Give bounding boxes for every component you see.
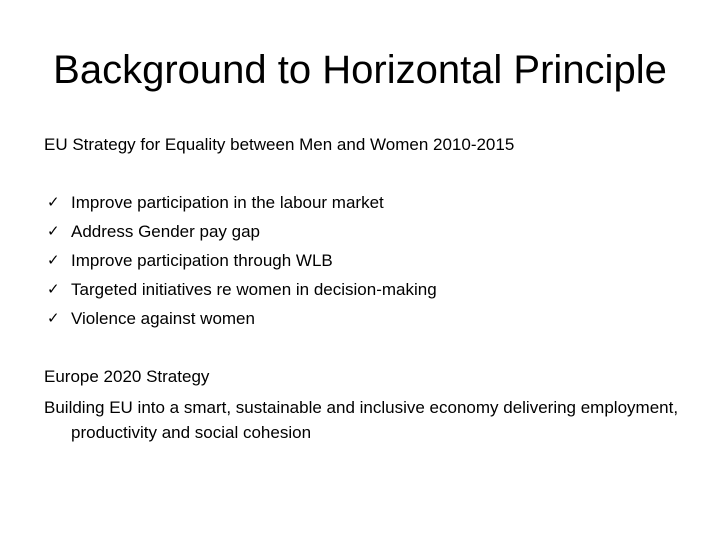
strategy-heading: EU Strategy for Equality between Men and Women 2010-2015 [44, 135, 515, 154]
spacer [44, 159, 684, 188]
check-mark-icon: ✓ [47, 193, 60, 211]
checklist-item-label: Improve participation in the labour market [71, 193, 384, 212]
europe-text: Building EU into a smart, sustainable and inclusive economy delivering employment, productivity and social cohesion [44, 398, 679, 442]
check-mark-icon: ✓ [47, 280, 60, 298]
checklist-item [44, 304, 684, 333]
slide-title: Background to Horizontal Principle [53, 48, 667, 92]
checklist-item-label: Violence against women [71, 309, 255, 328]
slide-body [44, 130, 684, 445]
spacer [44, 333, 684, 362]
checklist-item-label: Address Gender pay gap [71, 222, 261, 241]
check-mark-icon: ✓ [47, 222, 60, 240]
checklist [44, 188, 684, 333]
checklist-item-label: Improve participation through WLB [71, 251, 333, 270]
checklist-item [44, 246, 684, 275]
check-mark-icon: ✓ [47, 251, 60, 269]
checklist-item [44, 188, 684, 217]
checklist-item [44, 217, 684, 246]
europe-heading: Europe 2020 Strategy [44, 367, 210, 386]
check-mark-icon: ✓ [47, 309, 60, 327]
checklist-item [44, 275, 684, 304]
checklist-item-label: Targeted initiatives re women in decision-making [71, 280, 437, 299]
